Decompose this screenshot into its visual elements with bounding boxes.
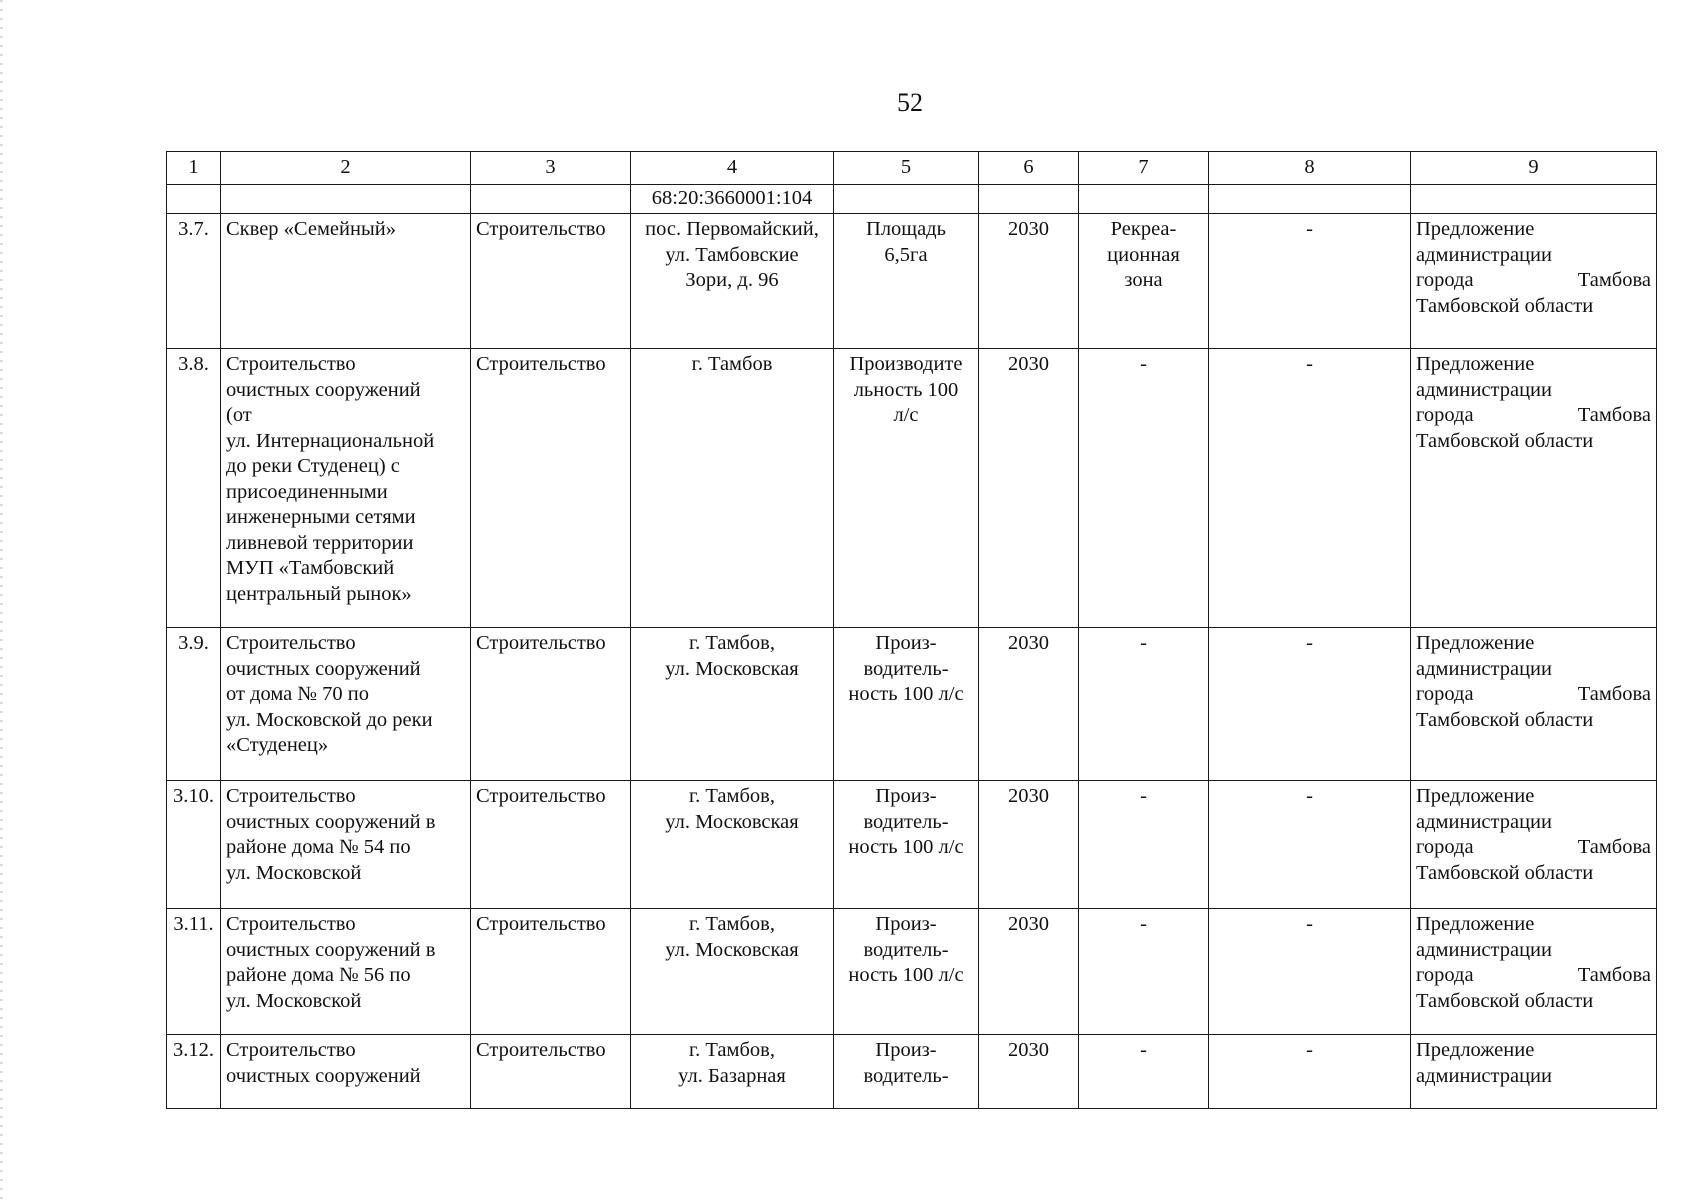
functional-zone <box>1079 214 1209 349</box>
location-line: г. Тамбов <box>691 353 773 375</box>
cadastre-continuation-row <box>167 185 1657 214</box>
name-line: ливневой территории <box>226 531 414 554</box>
row-number: 3.10. <box>167 781 221 909</box>
col-header-5: 5 <box>834 152 979 185</box>
completion-year: 2030 <box>979 781 1079 909</box>
zone-line: - <box>1140 785 1147 807</box>
basis <box>1411 909 1657 1035</box>
characteristic-line: Произ- <box>875 1039 937 1061</box>
work-type: Строительство <box>471 628 631 781</box>
location-line: г. Тамбов, <box>689 632 775 654</box>
basis-line: Тамбовской области <box>1416 861 1594 884</box>
name-line: районе дома № 56 по <box>226 964 411 986</box>
basis-line: Тамбовской области <box>1416 989 1594 1012</box>
col-header-1: 1 <box>167 152 221 185</box>
location-line: г. Тамбов, <box>689 1039 775 1061</box>
completion-year: 2030 <box>979 1035 1079 1109</box>
basis-line: Предложение <box>1416 353 1535 375</box>
object-characteristic <box>834 909 979 1035</box>
name-line: до реки Студенец) с <box>226 455 400 477</box>
name-line: ул. Московской <box>226 989 362 1012</box>
object-name <box>221 781 471 909</box>
work-type: Строительство <box>471 781 631 909</box>
name-line: ул. Московской <box>226 861 362 884</box>
basis-word: Тамбова <box>1577 964 1651 986</box>
characteristic-line: ность 100 л/с <box>848 836 964 858</box>
characteristic-line: ность 100 л/с <box>848 964 964 986</box>
row-number: 3.9. <box>167 628 221 781</box>
row-number: 3.12. <box>167 1035 221 1109</box>
zone-line: Рекреа- <box>1110 218 1177 240</box>
table-cell <box>471 185 631 214</box>
characteristic-line: водитель- <box>863 657 949 680</box>
characteristic-line: Произ- <box>875 785 937 807</box>
basis-line <box>1416 835 1651 861</box>
object-name <box>221 349 471 628</box>
cadastral-number: 68:20:3660001:104 <box>631 185 834 214</box>
name-line: ул. Московской до реки <box>226 708 433 731</box>
col8-value: - <box>1209 628 1411 781</box>
functional-zone <box>1079 781 1209 909</box>
work-type: Строительство <box>471 349 631 628</box>
zone-line: ционная <box>1107 243 1180 266</box>
work-type: Строительство <box>471 214 631 349</box>
object-characteristic <box>834 1035 979 1109</box>
col8-value: - <box>1209 909 1411 1035</box>
zone-line: - <box>1140 1039 1147 1061</box>
table-row <box>167 1035 1657 1109</box>
object-name <box>221 1035 471 1109</box>
completion-year: 2030 <box>979 628 1079 781</box>
object-location <box>631 349 834 628</box>
basis-line: администрации <box>1416 378 1552 401</box>
basis-line <box>1416 963 1651 989</box>
basis-line: администрации <box>1416 810 1552 833</box>
basis <box>1411 628 1657 781</box>
basis-word: города <box>1416 683 1474 705</box>
basis-word: Тамбова <box>1577 269 1651 291</box>
table-row <box>167 214 1657 349</box>
name-line: Строительство <box>226 1039 356 1061</box>
object-characteristic <box>834 349 979 628</box>
characteristic-line: ность 100 л/с <box>848 683 964 705</box>
basis-line: Предложение <box>1416 1039 1535 1061</box>
name-line: очистных сооружений <box>226 657 421 680</box>
characteristic-line: водитель- <box>863 938 949 961</box>
basis <box>1411 781 1657 909</box>
col-header-7: 7 <box>1079 152 1209 185</box>
row-number: 3.11. <box>167 909 221 1035</box>
characteristic-line: водитель- <box>863 810 949 833</box>
row-number: 3.7. <box>167 214 221 349</box>
zone-line: зона <box>1124 269 1163 291</box>
name-line: очистных сооружений в <box>226 938 436 961</box>
name-line: от дома № 70 по <box>226 683 369 705</box>
functional-zone <box>1079 349 1209 628</box>
object-name <box>221 909 471 1035</box>
col-header-6: 6 <box>979 152 1079 185</box>
zone-line: - <box>1140 913 1147 935</box>
basis-line <box>1416 268 1651 294</box>
object-location <box>631 909 834 1035</box>
basis-word: города <box>1416 836 1474 858</box>
name-line: Строительство <box>226 632 356 654</box>
object-characteristic <box>834 781 979 909</box>
object-location <box>631 1035 834 1109</box>
col-header-8: 8 <box>1209 152 1411 185</box>
name-line: Строительство <box>226 353 356 375</box>
table-cell <box>167 185 221 214</box>
work-type: Строительство <box>471 1035 631 1109</box>
col8-value: - <box>1209 781 1411 909</box>
location-line: ул. Московская <box>665 657 799 680</box>
name-line: «Студенец» <box>226 734 329 756</box>
name-line: инженерными сетями <box>226 506 416 528</box>
table-cell <box>834 185 979 214</box>
basis-line: администрации <box>1416 243 1552 266</box>
object-location <box>631 214 834 349</box>
name-line: очистных сооружений <box>226 378 421 401</box>
basis-word: города <box>1416 269 1474 291</box>
characteristic-line: Производите <box>849 353 963 375</box>
functional-zone <box>1079 628 1209 781</box>
col-header-3: 3 <box>471 152 631 185</box>
basis-line: Предложение <box>1416 913 1535 935</box>
object-characteristic <box>834 628 979 781</box>
characteristic-line: водитель- <box>863 1064 949 1087</box>
object-name: Сквер «Семейный» <box>221 214 471 349</box>
basis <box>1411 214 1657 349</box>
basis-line <box>1416 682 1651 708</box>
object-name <box>221 628 471 781</box>
work-type: Строительство <box>471 909 631 1035</box>
basis-line: Предложение <box>1416 632 1535 654</box>
table-row <box>167 781 1657 909</box>
name-line: очистных сооружений в <box>226 810 436 833</box>
table-row <box>167 628 1657 781</box>
basis-word: города <box>1416 404 1474 426</box>
zone-line: - <box>1140 353 1147 375</box>
object-characteristic <box>834 214 979 349</box>
location-line: пос. Первомайский, <box>645 218 819 240</box>
completion-year: 2030 <box>979 349 1079 628</box>
column-number-row <box>167 152 1657 185</box>
row-number: 3.8. <box>167 349 221 628</box>
basis-line: Тамбовской области <box>1416 294 1594 317</box>
basis-word: города <box>1416 964 1474 986</box>
location-line: ул. Тамбовские <box>665 243 799 266</box>
table-cell <box>1209 185 1411 214</box>
location-line: ул. Московская <box>665 810 799 833</box>
col-header-9: 9 <box>1411 152 1657 185</box>
location-line: г. Тамбов, <box>689 913 775 935</box>
basis-line: Предложение <box>1416 785 1535 807</box>
scan-edge-artifact <box>0 0 3 1200</box>
name-line: Строительство <box>226 913 356 935</box>
name-line: МУП «Тамбовский <box>226 557 395 579</box>
name-line: очистных сооружений <box>226 1064 421 1087</box>
location-line: ул. Базарная <box>678 1064 786 1087</box>
functional-zone <box>1079 909 1209 1035</box>
basis-line: Тамбовской области <box>1416 429 1594 452</box>
location-line: г. Тамбов, <box>689 785 775 807</box>
basis-line: администрации <box>1416 1064 1552 1087</box>
table-row <box>167 909 1657 1035</box>
basis-line: администрации <box>1416 938 1552 961</box>
basis-line <box>1416 403 1651 429</box>
col8-value: - <box>1209 349 1411 628</box>
table-row <box>167 349 1657 628</box>
planning-table <box>166 151 1657 1109</box>
basis-word: Тамбова <box>1577 836 1651 858</box>
object-location <box>631 781 834 909</box>
zone-line: - <box>1140 632 1147 654</box>
completion-year: 2030 <box>979 214 1079 349</box>
col-header-2: 2 <box>221 152 471 185</box>
characteristic-line: Произ- <box>875 913 937 935</box>
characteristic-line: льность 100 <box>853 378 959 401</box>
col8-value: - <box>1209 1035 1411 1109</box>
location-line: Зори, д. 96 <box>685 269 779 291</box>
functional-zone <box>1079 1035 1209 1109</box>
name-line: центральный рынок» <box>226 582 412 605</box>
name-line: районе дома № 54 по <box>226 836 411 858</box>
basis-line: Предложение <box>1416 218 1535 240</box>
col8-value: - <box>1209 214 1411 349</box>
col-header-4: 4 <box>631 152 834 185</box>
characteristic-line: 6,5га <box>884 243 928 266</box>
table-cell <box>979 185 1079 214</box>
page-number: 52 <box>897 88 923 117</box>
characteristic-line: Площадь <box>866 218 946 240</box>
basis-line: Тамбовской области <box>1416 708 1594 731</box>
completion-year: 2030 <box>979 909 1079 1035</box>
basis-word: Тамбова <box>1577 683 1651 705</box>
basis <box>1411 1035 1657 1109</box>
name-line: Строительство <box>226 785 356 807</box>
basis <box>1411 349 1657 628</box>
characteristic-line: л/с <box>893 404 919 426</box>
object-location <box>631 628 834 781</box>
name-line: присоединенными <box>226 480 388 503</box>
basis-word: Тамбова <box>1577 404 1651 426</box>
basis-line: администрации <box>1416 657 1552 680</box>
table-cell <box>1411 185 1657 214</box>
name-line: (от <box>226 404 252 426</box>
characteristic-line: Произ- <box>875 632 937 654</box>
location-line: ул. Московская <box>665 938 799 961</box>
table-cell <box>221 185 471 214</box>
name-line: ул. Интернациональной <box>226 429 435 452</box>
table-cell <box>1079 185 1209 214</box>
